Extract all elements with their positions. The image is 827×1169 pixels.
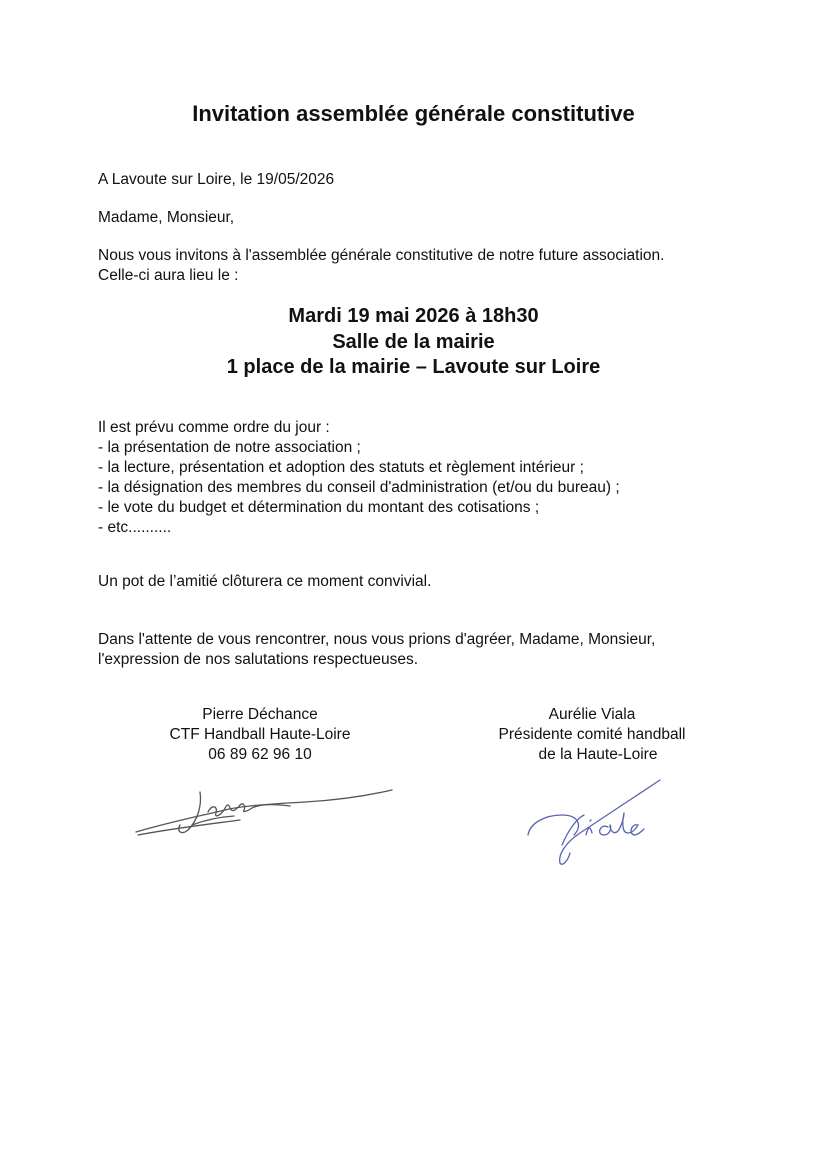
signatory-right bbox=[480, 705, 704, 765]
signatory-role: CTF Handball Haute-Loire bbox=[169, 726, 351, 743]
agenda-item: - la désignation des membres du conseil d'administration (et/ou du bureau) ; bbox=[98, 479, 620, 496]
closing-note: Un pot de l’amitié clôturera ce moment convivial. bbox=[98, 573, 432, 590]
signatory-name: Aurélie Viala bbox=[548, 706, 636, 723]
agenda-item: - la lecture, présentation et adoption des statuts et règlement intérieur ; bbox=[98, 459, 584, 476]
agenda-heading: Il est prévu comme ordre du jour : bbox=[98, 419, 330, 436]
signatory-left bbox=[130, 705, 390, 765]
agenda-list bbox=[98, 418, 620, 538]
signatory-role-line2: de la Haute-Loire bbox=[538, 746, 658, 763]
signatory-phone: 06 89 62 96 10 bbox=[208, 746, 312, 763]
document-title: Invitation assemblée générale constitutive bbox=[192, 101, 635, 126]
closing-line-2: l'expression de nos salutations respectueuses. bbox=[98, 651, 419, 668]
closing-line-1: Dans l'attente de vous rencontrer, nous vous prions d'agréer, Madame, Monsieur, bbox=[98, 631, 656, 648]
signature-left-image bbox=[130, 780, 400, 850]
event-venue: Salle de la mairie bbox=[332, 331, 495, 353]
signatory-role: Présidente comité handball bbox=[498, 726, 686, 743]
intro-line-2: Celle-ci aura lieu le : bbox=[98, 267, 239, 284]
signature-right-image bbox=[520, 775, 670, 870]
agenda-item: - etc.......... bbox=[98, 519, 172, 536]
signatory-name: Pierre Déchance bbox=[202, 706, 318, 723]
place-date: A Lavoute sur Loire, le 19/05/2026 bbox=[98, 171, 335, 188]
event-address: 1 place de la mairie – Lavoute sur Loire bbox=[226, 356, 601, 378]
event-datetime: Mardi 19 mai 2026 à 18h30 bbox=[288, 305, 539, 327]
agenda-item: - la présentation de notre association ; bbox=[98, 439, 361, 456]
agenda-item: - le vote du budget et détermination du montant des cotisations ; bbox=[98, 499, 540, 516]
salutation: Madame, Monsieur, bbox=[98, 209, 235, 226]
intro-line-1: Nous vous invitons à l'assemblée générale constitutive de notre future association. bbox=[98, 247, 665, 264]
